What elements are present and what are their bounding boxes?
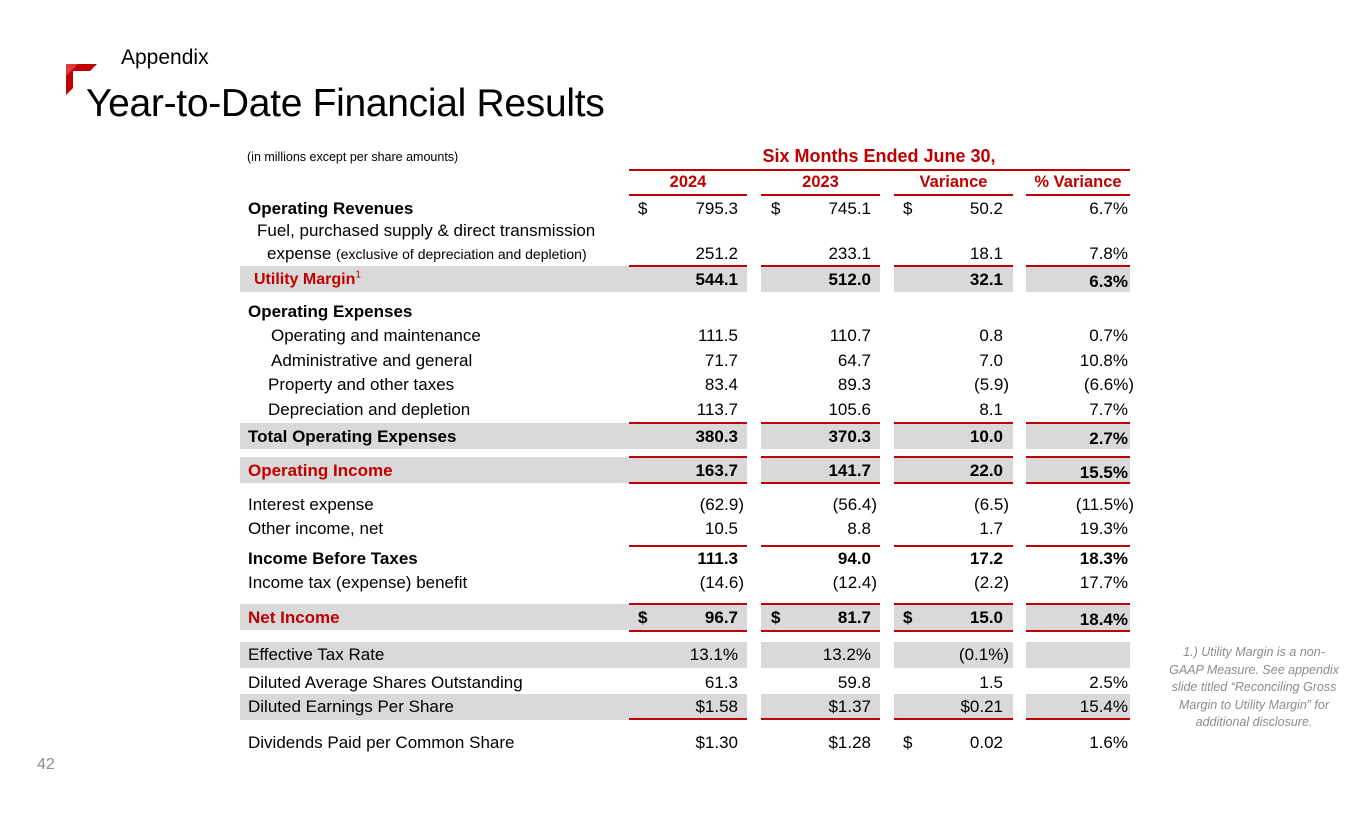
table-row-other-income: Other income, net 10.5 8.8 1.7 19.3%	[248, 519, 1128, 538]
col-header-2023: 2023	[802, 173, 839, 191]
table-row-diluted-eps: Diluted Earnings Per Share $1.58 $1.37 $0.21 15.4%	[248, 697, 1128, 716]
table-row-income-before-taxes: Income Before Taxes 111.3 94.0 17.2 18.3%	[248, 549, 1128, 568]
table-row-fuel-line1: Fuel, purchased supply & direct transmission	[257, 221, 596, 240]
table-row-operating-revenues: Operating Revenues $ 795.3 $ 745.1 $ 50.2 6.7%	[248, 199, 1128, 218]
page-title: Year-to-Date Financial Results	[86, 82, 605, 125]
table-row-admin-general: Administrative and general 71.7 64.7 7.0 10.8%	[271, 351, 1128, 370]
table-row-interest-expense: Interest expense (62.9) (56.4) (6.5) (11.5%)	[248, 495, 1134, 514]
table-row-depreciation: Depreciation and depletion 113.7 105.6 8.1 7.7%	[268, 400, 1128, 419]
col-header-variance: Variance	[919, 173, 988, 191]
units-note: (in millions except per share amounts)	[247, 150, 459, 164]
col-header-rule	[894, 194, 1013, 196]
section-label: Appendix	[121, 46, 209, 69]
col-header-rule	[761, 194, 880, 196]
page-number: 42	[37, 756, 55, 773]
table-row-dividends: Dividends Paid per Common Share $1.30 $1.28 $ 0.02 1.6%	[248, 733, 1128, 752]
table-row-total-operating-expenses: Total Operating Expenses 380.3 370.3 10.0 2.7%	[248, 427, 1128, 448]
col-header-pct-variance: % Variance	[1034, 173, 1122, 191]
table-row-property-taxes: Property and other taxes 83.4 89.3 (5.9) (6.6%)	[268, 375, 1134, 394]
col-header-rule	[1026, 194, 1130, 196]
table-row-operating-expenses-heading: Operating Expenses	[248, 302, 413, 321]
col-header-rule	[629, 194, 747, 196]
table-row-operating-income: Operating Income 163.7 141.7 22.0 15.5%	[248, 461, 1128, 482]
table-row-diluted-shares: Diluted Average Shares Outstanding 61.3 59.8 1.5 2.5%	[248, 673, 1128, 692]
table-row-fuel: expense (exclusive of depreciation and depletion) 251.2 233.1 18.1 7.8%	[267, 244, 1128, 263]
table-row-effective-tax-rate: Effective Tax Rate 13.1% 13.2% (0.1%)	[248, 645, 1009, 664]
table-row-utility-margin: Utility Margin$^1$ 544.1 512.0 32.1 6.3%	[254, 269, 1128, 291]
col-header-2024: 2024	[669, 173, 707, 191]
table-row-income-tax: Income tax (expense) benefit (14.6) (12.4) (2.2) 17.7%	[248, 573, 1128, 592]
period-header: Six Months Ended June 30,	[762, 146, 996, 166]
table-row-operating-maintenance: Operating and maintenance 111.5 110.7 0.8 0.7%	[271, 326, 1128, 345]
table-row-net-income: Net Income $ 96.7 $ 81.7 $ 15.0 18.4%	[248, 608, 1128, 629]
period-rule	[629, 169, 1130, 171]
footnote: 1.) Utility Margin is a non-GAAP Measure. See appendix slide titled “Reconciling Gross Margin to Utility Margin” for additional disclosure.	[1169, 645, 1339, 729]
